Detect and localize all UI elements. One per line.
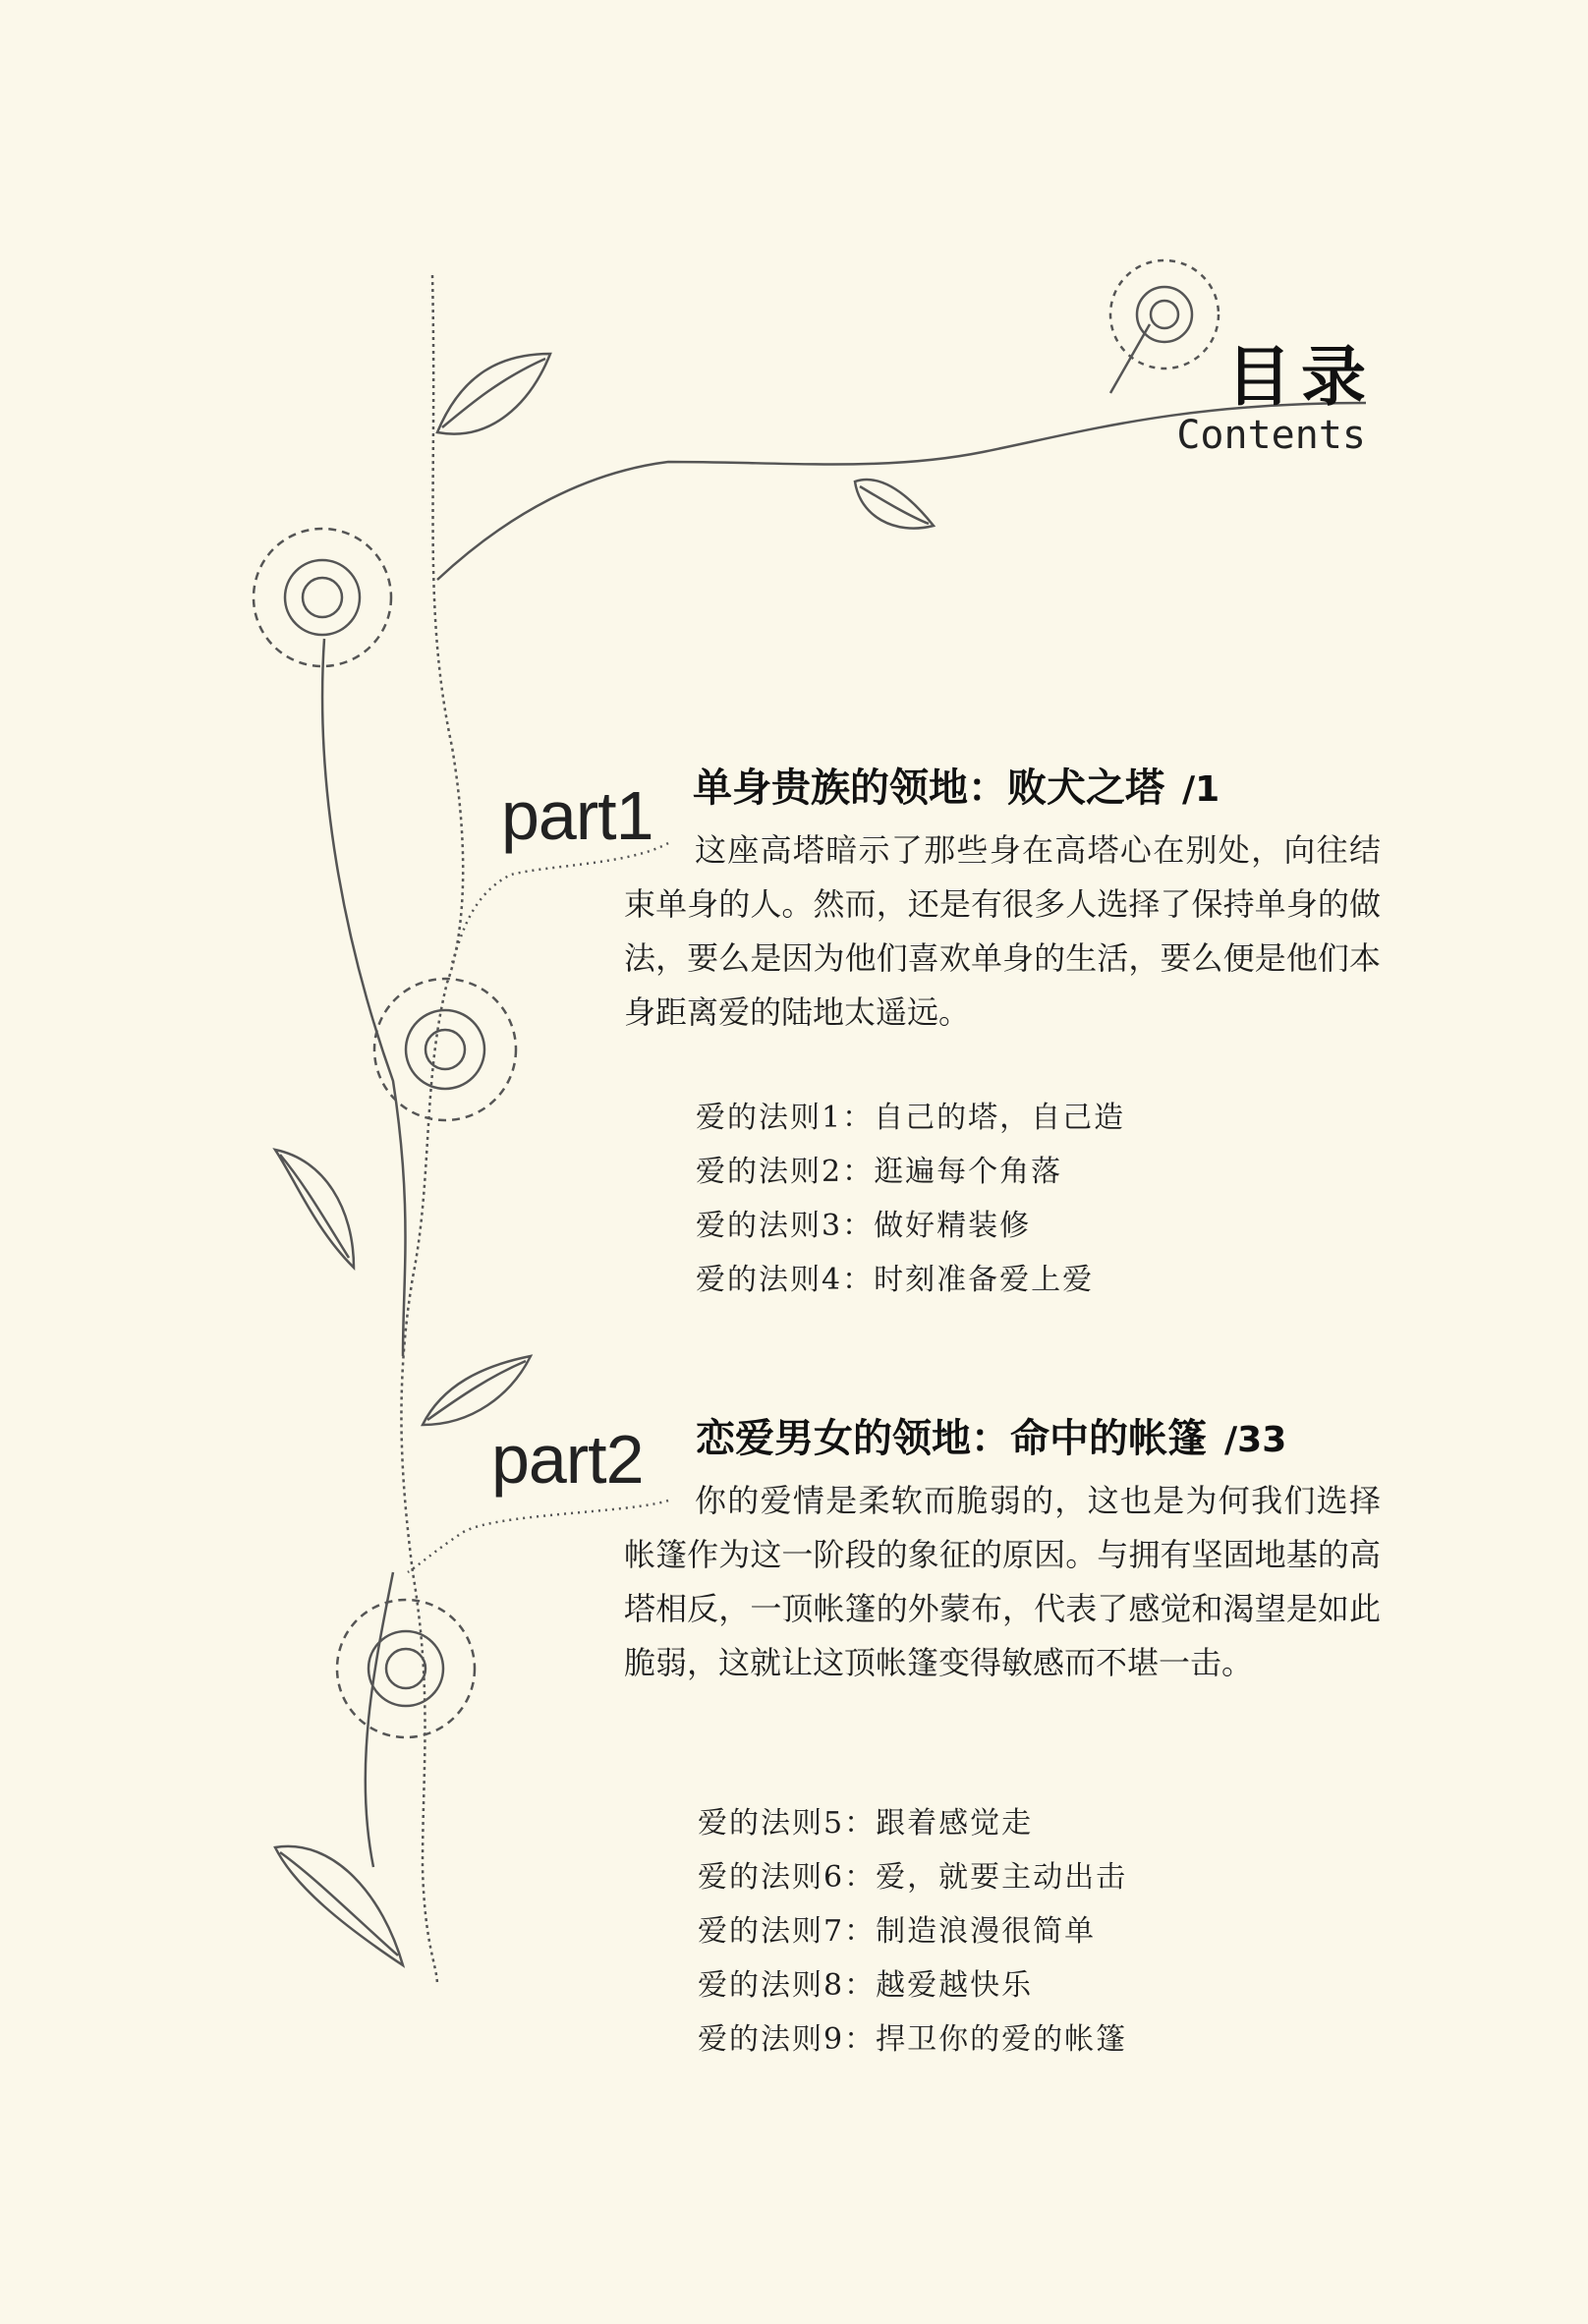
flower-icon	[254, 529, 391, 666]
page-title: 目录	[1226, 339, 1376, 415]
flower-icon	[374, 979, 516, 1120]
part2-description: 你的爱情是柔软而脆弱的，这也是为何我们选择帐篷作为这一阶段的象征的原因。与拥有坚固地基的高塔相反，一顶帐篷的外蒙布，代表了感觉和渴望是如此脆弱，这就让这顶帐篷变得敏感而不堪一击。	[624, 1482, 1381, 1681]
part1-label: part1	[501, 777, 653, 854]
leaf-icon	[275, 1846, 403, 1965]
part1-rules-list	[696, 1091, 1125, 1307]
leaf-icon	[275, 1150, 354, 1268]
rule-item: 爱的法则4：时刻准备爱上爱	[696, 1263, 1095, 1297]
part1-page-number: /1	[1182, 769, 1220, 810]
leaf-icon	[423, 1356, 531, 1425]
part2-heading-text: 恋爱男女的领地：命中的帐篷	[696, 1416, 1207, 1461]
part2-rules-list	[698, 1796, 1127, 2067]
part1-heading	[693, 757, 1219, 813]
leaf-icon	[437, 354, 550, 434]
leaf-icon	[855, 480, 934, 529]
rule-item: 爱的法则1：自己的塔，自己造	[696, 1101, 1126, 1135]
flower-icon	[337, 1600, 475, 1737]
rule-item: 爱的法则5：跟着感觉走	[698, 1806, 1034, 1841]
rule-item: 爱的法则9：捍卫你的爱的帐篷	[698, 2022, 1128, 2057]
part1-description: 这座高塔暗示了那些身在高塔心在别处，向往结束单身的人。然而，还是有很多人选择了保持单身的做法，要么是因为他们喜欢单身的生活，要么便是他们本身距离爱的陆地太遥远。	[624, 831, 1381, 1031]
rule-item: 爱的法则6：爱，就要主动出击	[698, 1860, 1128, 1895]
part2-page-number: /33	[1224, 1420, 1287, 1460]
rule-item: 爱的法则7：制造浪漫很简单	[698, 1914, 1097, 1949]
part1-heading-text: 单身贵族的领地：败犬之塔	[693, 765, 1164, 811]
rule-item: 爱的法则3：做好精装修	[696, 1209, 1032, 1243]
part2-label: part2	[491, 1421, 644, 1498]
flower-icon	[1110, 260, 1219, 368]
rule-item: 爱的法则2：逛遍每个角落	[696, 1155, 1063, 1189]
rule-item: 爱的法则8：越爱越快乐	[698, 1968, 1034, 2003]
part2-heading	[696, 1407, 1286, 1463]
vine-stem	[401, 275, 463, 1985]
page-subtitle: Contents	[1176, 413, 1366, 458]
